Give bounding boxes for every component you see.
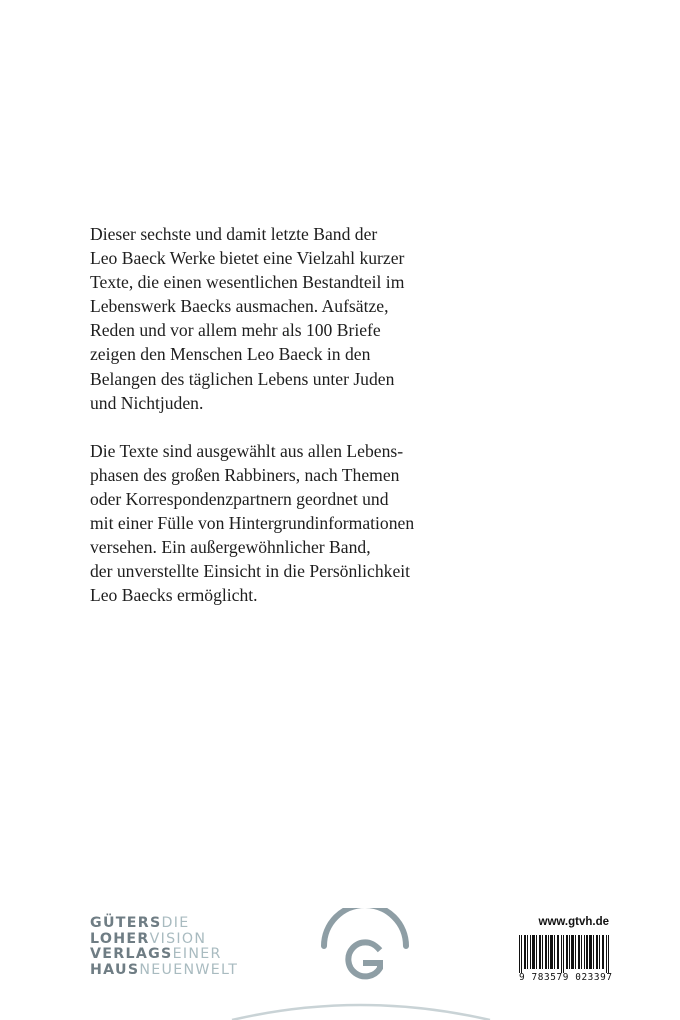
blurb-line: Texte, die einen wesentlichen Bestandteil im	[90, 272, 405, 293]
blurb-line: Belangen des täglichen Lebens unter Juden	[90, 368, 395, 389]
publisher-g-emblem-icon	[318, 908, 412, 988]
blurb-line: Reden und vor allem mehr als 100 Briefe	[90, 320, 381, 341]
logo-light-word: VISION	[149, 930, 207, 947]
logo-dark-word: VERLAGS	[90, 946, 173, 963]
blurb-line: Lebenswerk Baecks ausmachen. Aufsätze,	[90, 296, 389, 317]
blurb-line: Leo Baecks ermöglicht.	[90, 585, 258, 606]
blurb-line: phasen des großen Rabbiners, nach Themen	[90, 464, 400, 485]
logo-dark-word: GÜTERS	[90, 915, 162, 931]
blurb-line: der unverstellte Einsicht in die Persönlichkeit	[90, 561, 411, 582]
logo-light-word: NEUENWELT	[139, 961, 239, 978]
ean-barcode-icon	[519, 935, 609, 973]
logo-dark-word: LOHER	[90, 930, 150, 947]
blurb-line: Leo Baeck Werke bietet eine Vielzahl kurzer	[90, 248, 405, 269]
blurb-line: Dieser sechste und damit letzte Band der	[90, 224, 378, 244]
blurb-line: oder Korrespondenzpartnern geordnet und	[90, 488, 389, 509]
blurb-line: mit einer Fülle von Hintergrundinformationen	[90, 513, 415, 534]
logo-dark-word: HAUS	[90, 961, 140, 978]
isbn-barcode	[519, 916, 613, 986]
logo-light-word: EINER	[172, 946, 222, 963]
isbn-digits: 9 783579 023397	[519, 972, 613, 983]
blurb-line: zeigen den Menschen Leo Baeck in den	[90, 344, 371, 365]
publisher-url[interactable]: www.gtvh.de	[538, 916, 609, 928]
logo-light-word: DIE	[161, 915, 190, 931]
blurb-line: versehen. Ein außergewöhnlicher Band,	[90, 537, 371, 558]
blurb-line: und Nichtjuden.	[90, 392, 204, 413]
blurb-line: Die Texte sind ausgewählt aus allen Lebens-	[90, 440, 404, 461]
